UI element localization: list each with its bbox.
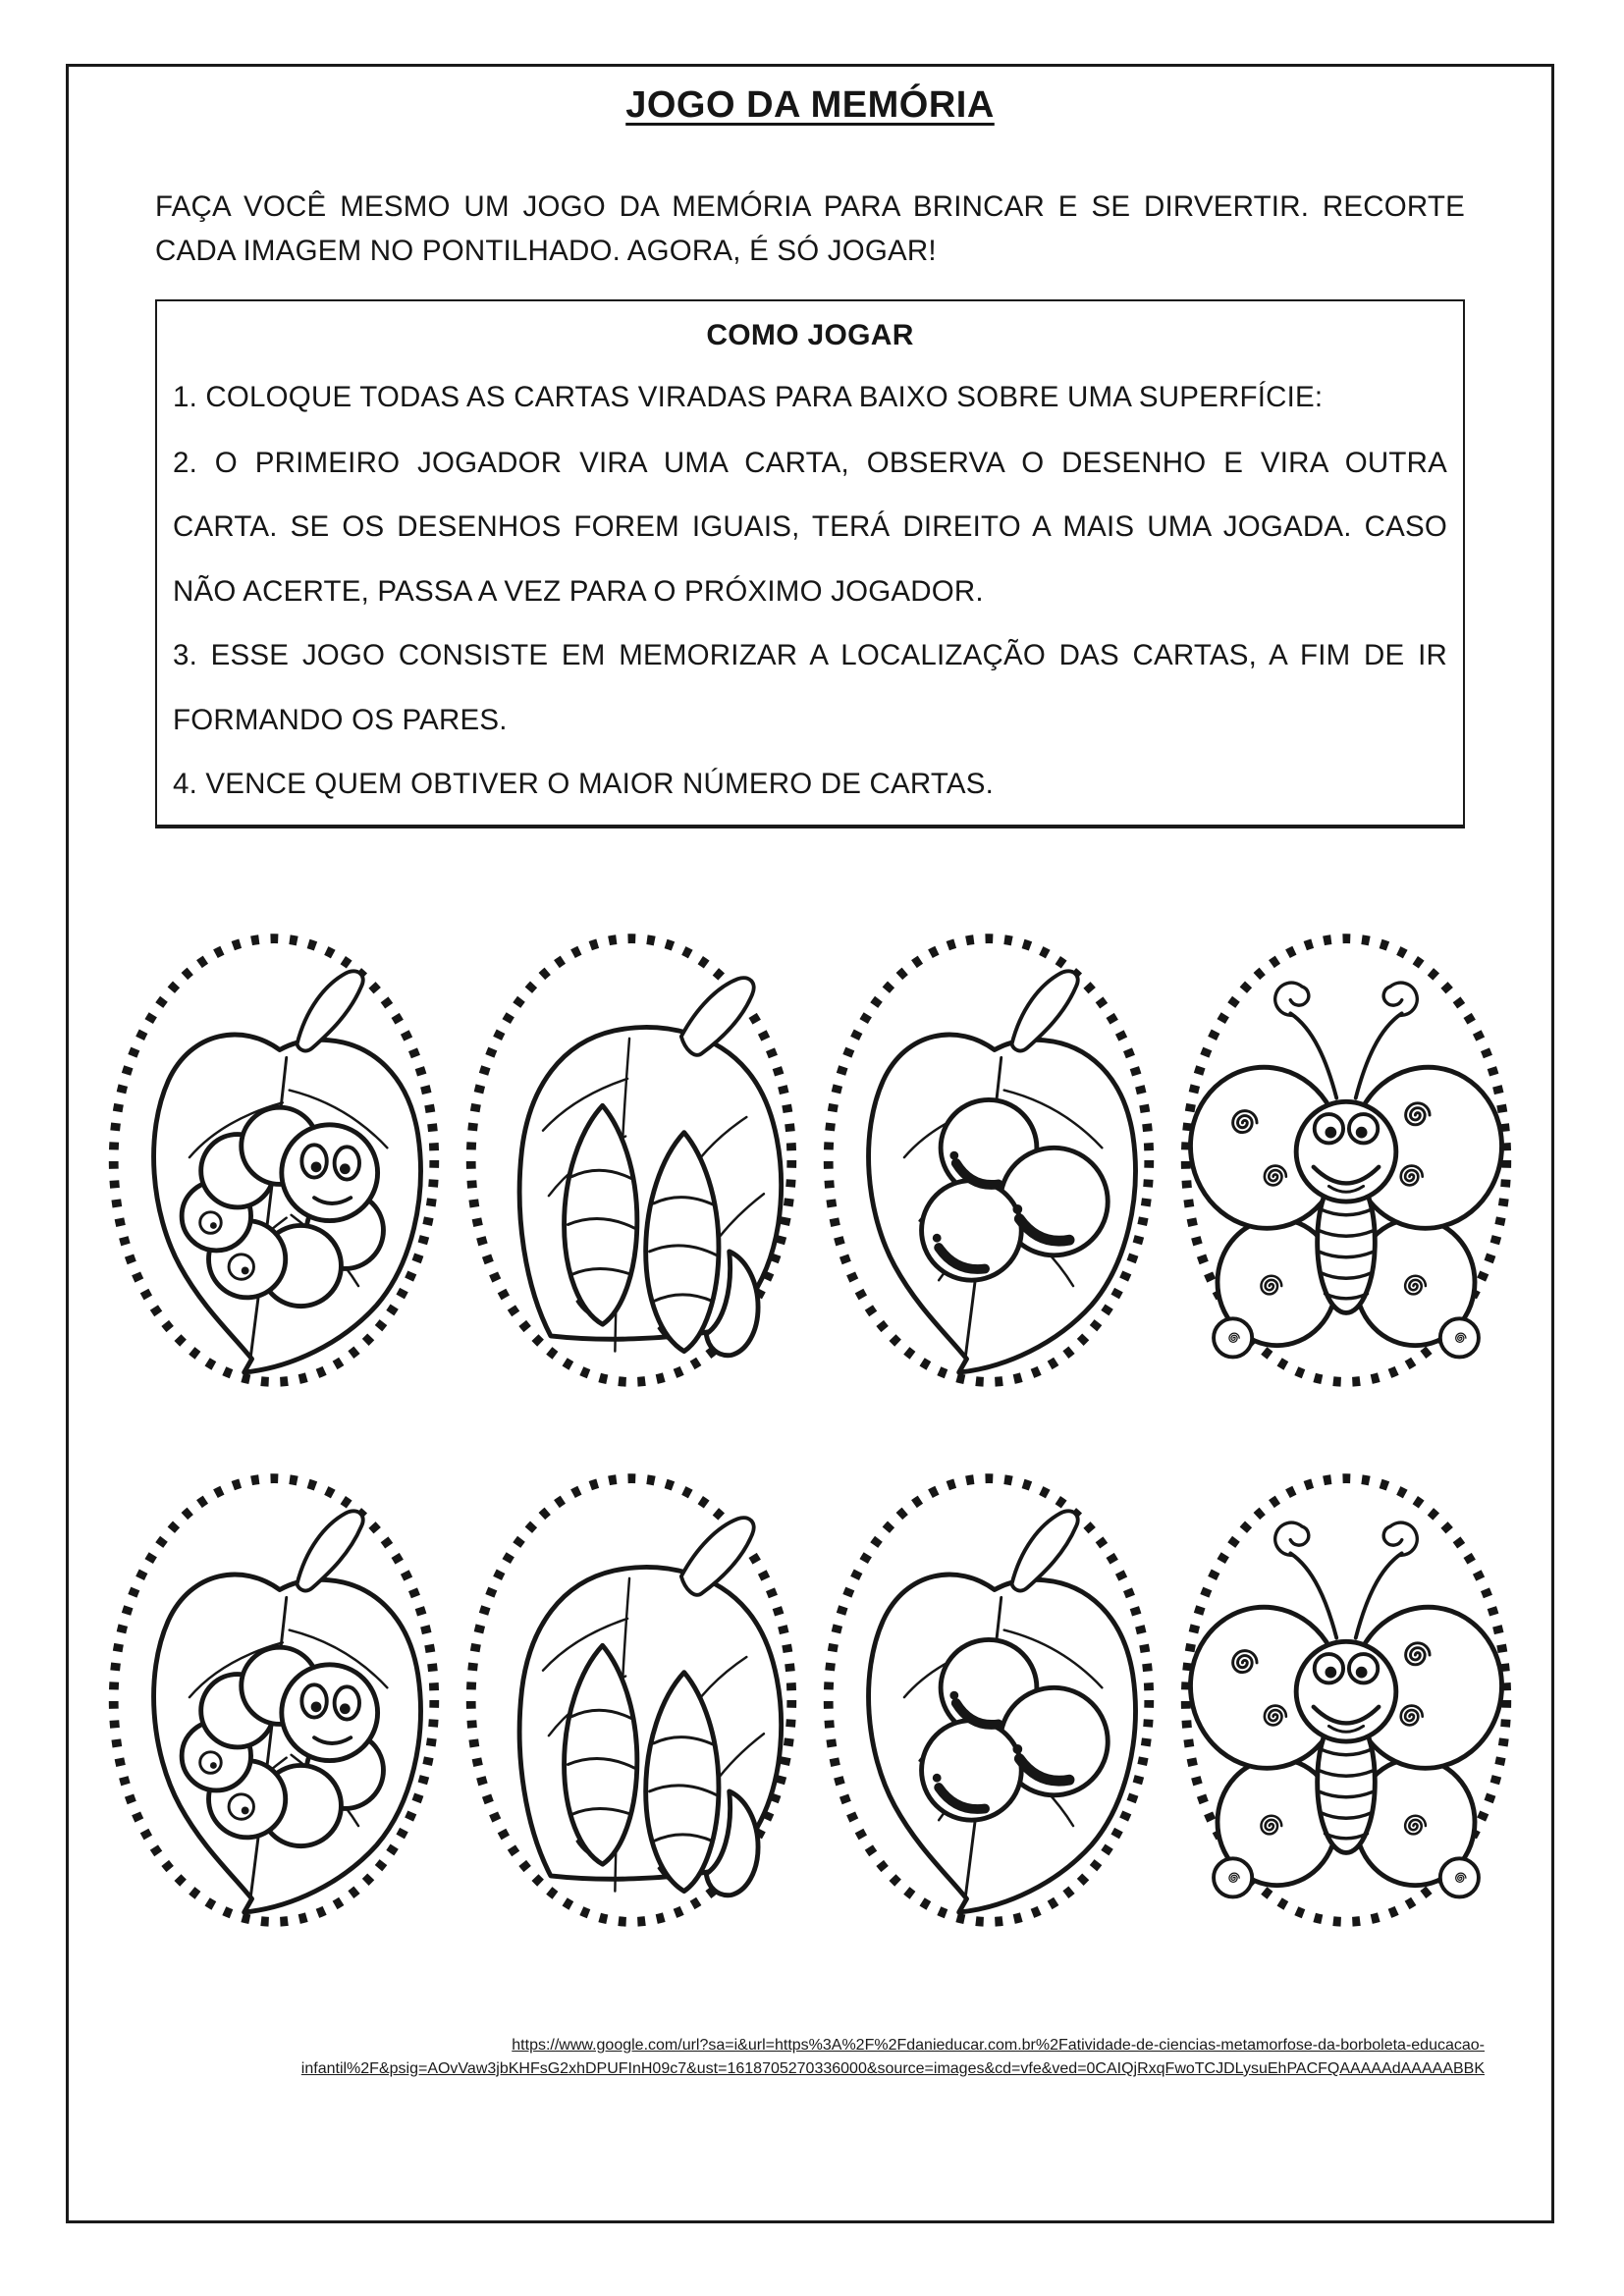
source-link-line-2: infantil%2F&psig=AOvVaw3jbKHFsG2xhDPUFInH09c7&ust=1618705270336000&source=images&cd=vfe&ved=0CAIQjRxqFwoTCJDLysuEhPACFQAAAAAdAAAAABBK (300, 2059, 1485, 2077)
cocoons-on-leaf-icon (459, 919, 804, 1402)
how-to-play-step-2: 2. O PRIMEIRO JOGADOR VIRA UMA CARTA, OBSERVA O DESENHO E VIRA OUTRA CARTA. SE OS DESENHOS FOREM IGUAIS, TERÁ DIREITO A MAIS UMA JOGADA. CASO NÃO ACERTE, PASSA A VEZ PARA O PRÓXIMO JOGADOR. (173, 446, 1447, 608)
cocoons-on-leaf-icon (459, 1459, 804, 1942)
how-to-play-box (155, 299, 1465, 828)
card-butterfly-row2 (1173, 1459, 1519, 1942)
cards-grid (69, 919, 1551, 1942)
card-cocoons-row1 (459, 919, 804, 1402)
source-link[interactable] (69, 2034, 1551, 2081)
card-cocoons-row2 (459, 1459, 804, 1942)
eggs-on-leaf-icon (816, 1459, 1162, 1942)
butterfly-icon (1173, 919, 1519, 1402)
how-to-play-step-1: 1. COLOQUE TODAS AS CARTAS VIRADAS PARA BAIXO SOBRE UMA SUPERFÍCIE: (173, 380, 1324, 413)
how-to-play-step-3: 3. ESSE JOGO CONSISTE EM MEMORIZAR A LOCALIZAÇÃO DAS CARTAS, A FIM DE IR FORMANDO OS PARES. (173, 639, 1447, 736)
how-to-play-heading: COMO JOGAR (706, 318, 914, 351)
card-eggs-row1 (816, 919, 1162, 1402)
card-caterpillar-row1 (101, 919, 447, 1402)
card-eggs-row2 (816, 1459, 1162, 1942)
intro-paragraph: FAÇA VOCÊ MESMO UM JOGO DA MEMÓRIA PARA BRINCAR E SE DIRVERTIR. RECORTE CADA IMAGEM NO PONTILHADO. AGORA, É SÓ JOGAR! (155, 190, 1465, 267)
source-link-line-1: https://www.google.com/url?sa=i&url=https%3A%2F%2Fdanieducar.com.br%2Fatividade-de-ciencias-metamorfose-da-borboleta-educacao- (512, 2036, 1485, 2054)
caterpillar-on-leaf-icon (101, 919, 447, 1402)
card-caterpillar-row2 (101, 1459, 447, 1942)
worksheet-page (66, 64, 1554, 2223)
card-butterfly-row1 (1173, 919, 1519, 1402)
butterfly-icon (1173, 1459, 1519, 1942)
eggs-on-leaf-icon (816, 919, 1162, 1402)
caterpillar-on-leaf-icon (101, 1459, 447, 1942)
how-to-play-step-4: 4. VENCE QUEM OBTIVER O MAIOR NÚMERO DE CARTAS. (173, 768, 995, 801)
page-title: JOGO DA MEMÓRIA (625, 84, 995, 126)
